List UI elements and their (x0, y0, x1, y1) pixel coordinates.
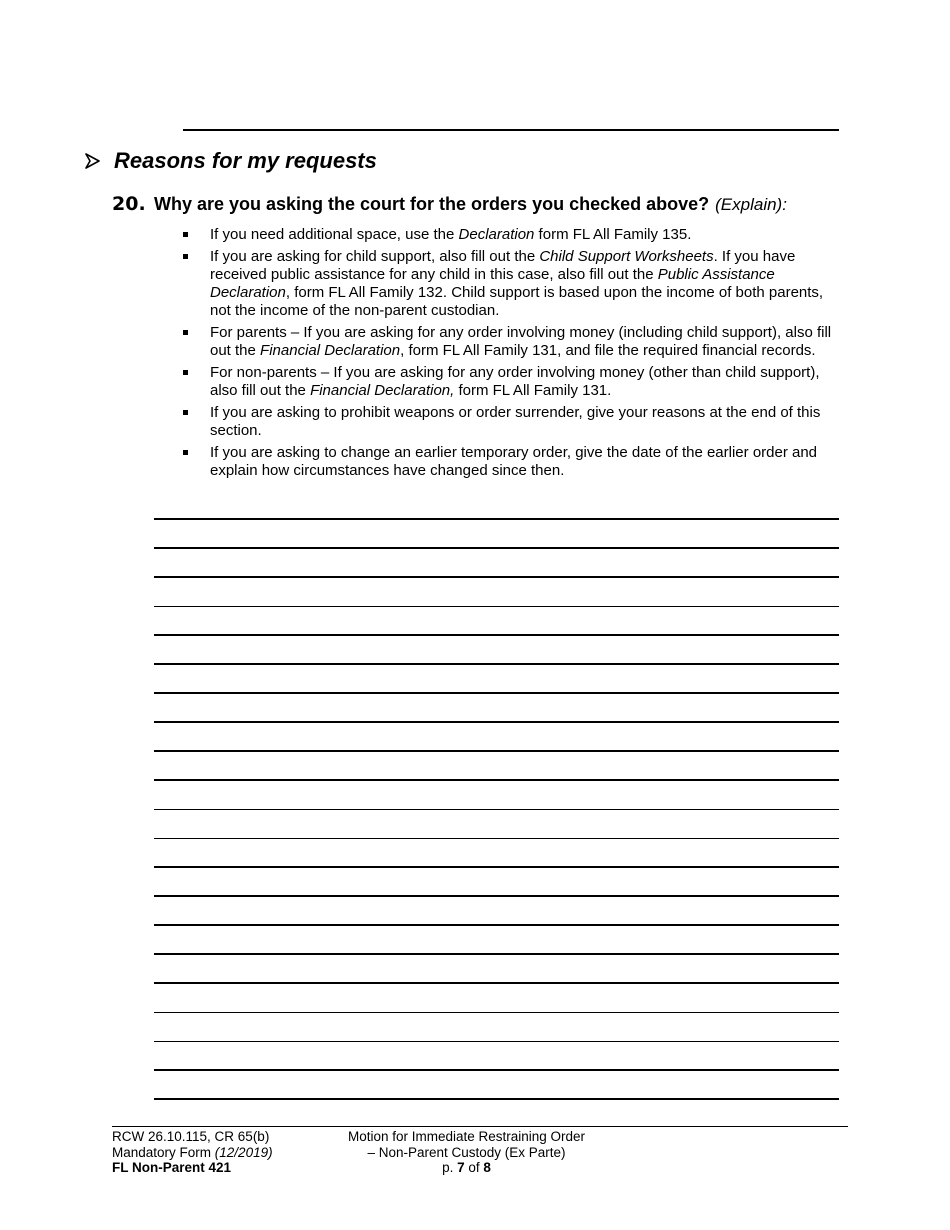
answer-line[interactable] (154, 897, 839, 926)
question-20 (112, 193, 787, 215)
footer-center (330, 1129, 603, 1176)
footer-statute: RCW 26.10.115, CR 65(b) (112, 1129, 270, 1144)
footer-page (330, 1160, 603, 1176)
instruction-text: If you need additional space, use the (210, 226, 459, 243)
answer-line[interactable] (154, 955, 839, 984)
square-bullet-icon (183, 254, 188, 259)
answer-line[interactable] (154, 520, 839, 549)
instruction-text: . If you have received public assistance for any child in this case, also fill out the (210, 248, 796, 283)
instruction-text: Financial Declaration (260, 342, 401, 359)
instruction-item (183, 444, 843, 480)
instruction-text: , form FL All Family 131, and file the required financial records. (400, 342, 816, 359)
question-text: Why are you asking the court for the orders you checked above? (154, 194, 710, 214)
answer-line[interactable] (154, 607, 839, 636)
instruction-item (183, 248, 843, 320)
instruction-text: Child Support Worksheets (539, 248, 714, 265)
footer-mandatory-label: Mandatory Form (112, 1144, 212, 1160)
answer-line[interactable] (154, 752, 839, 781)
answer-line[interactable] (154, 1013, 839, 1042)
answer-line[interactable] (154, 839, 839, 868)
square-bullet-icon (183, 370, 188, 375)
footer-page-total: 8 (483, 1160, 491, 1175)
answer-line[interactable] (154, 984, 839, 1013)
question-number: 20. (112, 193, 146, 215)
square-bullet-icon (183, 450, 188, 455)
answer-line[interactable] (154, 636, 839, 665)
footer-mandatory-date: (12/2019) (214, 1144, 273, 1160)
answer-lines[interactable] (154, 518, 839, 1100)
answer-line[interactable] (154, 781, 839, 810)
question-explain: (Explain): (715, 195, 787, 214)
answer-line[interactable] (154, 810, 839, 839)
footer-page-prefix: p. (442, 1160, 454, 1175)
footer-form-id: FL Non-Parent 421 (112, 1160, 232, 1175)
answer-line[interactable] (154, 868, 839, 897)
footer-page-of: of (468, 1160, 480, 1175)
instruction-text: For non-parents – If you are asking for any order involving money (other than child support), also fill out the (210, 364, 820, 399)
instruction-text: If you are asking for child support, also fill out the (210, 248, 540, 265)
instruction-text: Declaration (458, 226, 535, 243)
square-bullet-icon (183, 410, 188, 415)
instruction-text: form FL All Family 135. (534, 226, 692, 243)
instruction-text: If you are asking to change an earlier temporary order, give the date of the earlier order and explain how circumstances have changed since then. (210, 444, 818, 479)
top-rule (183, 129, 839, 131)
section-heading (84, 148, 377, 174)
footer-title-line2: – Non-Parent Custody (Ex Parte) (367, 1144, 566, 1160)
answer-line[interactable] (154, 926, 839, 955)
answer-line[interactable] (154, 723, 839, 752)
answer-line[interactable] (154, 1071, 839, 1100)
footer-left (112, 1129, 273, 1176)
footer-mandatory (112, 1145, 273, 1161)
section-title: Reasons for my requests (114, 148, 377, 173)
answer-line[interactable] (154, 694, 839, 723)
footer-rule (112, 1126, 848, 1127)
instruction-text: For parents – If you are asking for any order involving money (including child support), also fill out the (210, 324, 832, 359)
answer-line[interactable] (154, 665, 839, 694)
instruction-item (183, 324, 843, 360)
answer-line[interactable] (154, 578, 839, 607)
footer-title-line1: Motion for Immediate Restraining Order (347, 1129, 586, 1144)
instruction-item (183, 226, 843, 244)
instruction-item (183, 404, 843, 440)
instruction-text: Financial Declaration, (310, 382, 455, 399)
arrow-bullet-icon (84, 153, 100, 169)
answer-line[interactable] (154, 549, 839, 578)
instruction-item (183, 364, 843, 400)
square-bullet-icon (183, 232, 188, 237)
answer-line[interactable] (154, 1042, 839, 1071)
instruction-list (183, 226, 843, 484)
instruction-text: Public Assistance Declaration (210, 266, 775, 301)
instruction-text: form FL All Family 131. (454, 382, 612, 399)
square-bullet-icon (183, 330, 188, 335)
footer-page-current: 7 (457, 1160, 465, 1175)
instruction-text: , form FL All Family 132. Child support is based upon the income of both parents, not the income of the non-parent custodian. (210, 284, 824, 319)
instruction-text: If you are asking to prohibit weapons or order surrender, give your reasons at the end of this section. (210, 404, 821, 439)
